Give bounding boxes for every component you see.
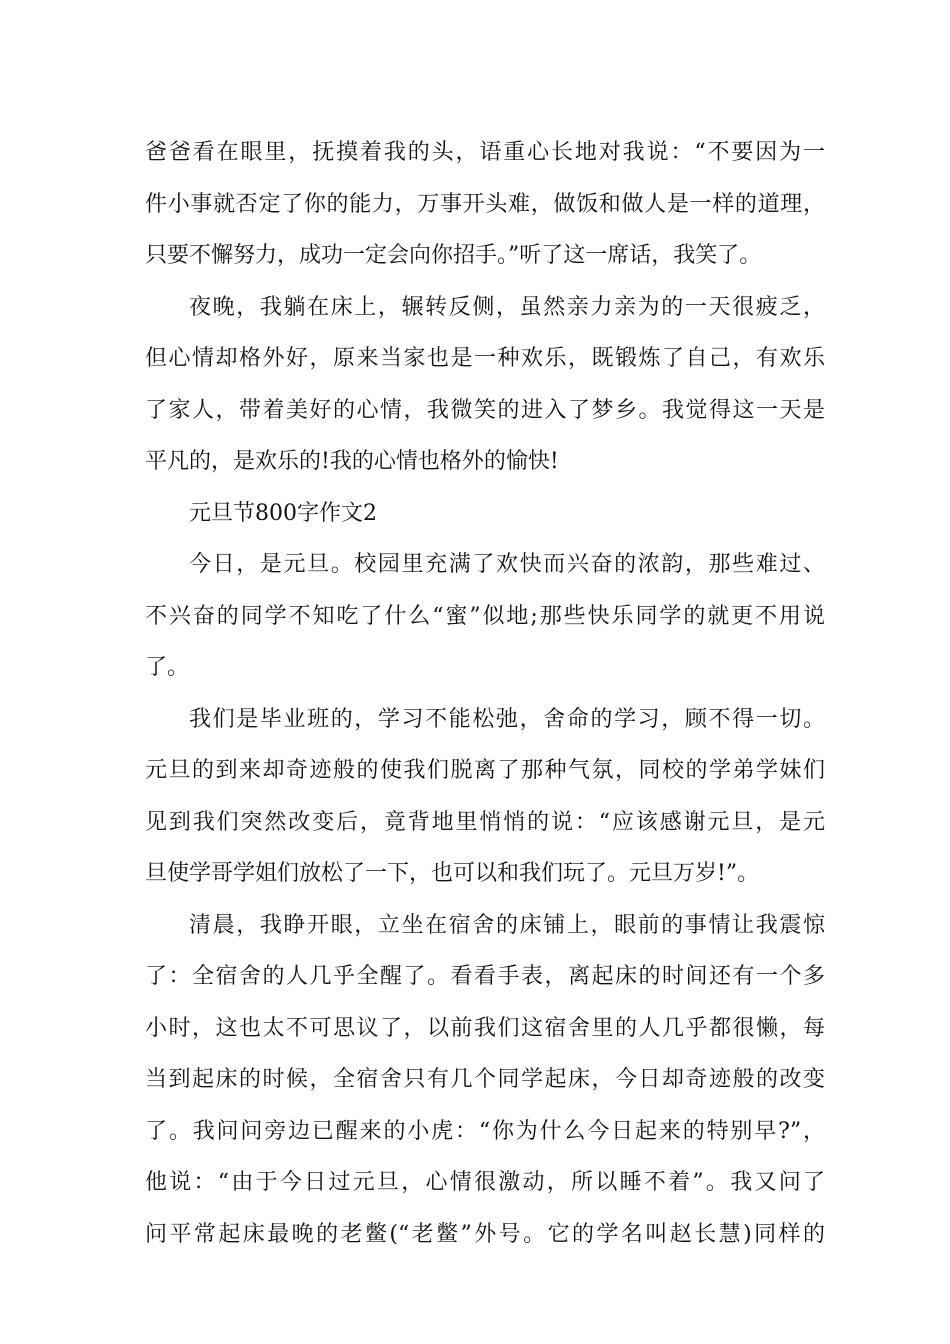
text-line: 元旦的到来却奇迹般的使我们脱离了那种气氛，同校的学弟学妹们 [145,758,825,783]
text-line: 只要不懈努力，成功一定会向你招手。”听了这一席话，我笑了。 [145,243,762,268]
text-line: 不兴奋的同学不知吃了什么“蜜”似地;那些快乐同学的就更不用说 [145,603,825,629]
text-line: 清晨，我睁开眼，立坐在宿舍的床铺上，眼前的事情让我震惊 [189,912,825,938]
text-line: 他说：“由于今日过元旦，心情很激动，所以睡不着”。我又问了 [145,1170,825,1195]
text-line: 了。 [145,655,190,680]
text-line: 了：全宿舍的人几乎全醒了。看看手表，离起床的时间还有一个多 [145,964,825,989]
text-line: 今日，是元旦。校园里充满了欢快而兴奋的浓韵，那些难过、 [189,552,825,577]
section-heading: 元旦节800字作文2 [189,500,377,526]
text-line: 了。我问问旁边已醒来的小虎：“你为什么今日起来的特别早?”， [145,1118,825,1144]
text-line: 旦使学哥学姐们放松了一下，也可以和我们玩了。元旦万岁!”。 [145,861,760,886]
text-line: 问平常起床最晚的老鳖(“老鳖”外号。它的学名叫赵长慧)同样的 [145,1221,825,1247]
text-line: 当到起床的时候，全宿舍只有几个同学起床，今日却奇迹般的改变 [145,1067,825,1092]
text-line: 夜晚，我躺在床上，辗转反侧，虽然亲力亲为的一天很疲乏， [189,294,825,320]
text-line: 见到我们突然改变后，竟背地里悄悄的说：“应该感谢元旦，是元 [145,809,825,835]
document-body [145,127,825,1260]
text-line: 了家人，带着美好的心情，我微笑的进入了梦乡。我觉得这一天是 [145,397,825,423]
text-line: 我们是毕业班的，学习不能松弛，舍命的学习，顾不得一切。 [189,706,825,732]
text-line: 件小事就否定了你的能力，万事开头难，做饭和做人是一样的道理， [145,191,825,217]
text-line: 小时，这也太不可思议了，以前我们这宿舍里的人几乎都很懒，每 [145,1015,825,1041]
text-line: 爸爸看在眼里，抚摸着我的头，语重心长地对我说：“不要因为一 [145,140,825,165]
text-line: 平凡的，是欢乐的!我的心情也格外的愉快! [145,449,559,474]
text-line: 但心情却格外好，原来当家也是一种欢乐，既锻炼了自己，有欢乐 [145,346,825,371]
